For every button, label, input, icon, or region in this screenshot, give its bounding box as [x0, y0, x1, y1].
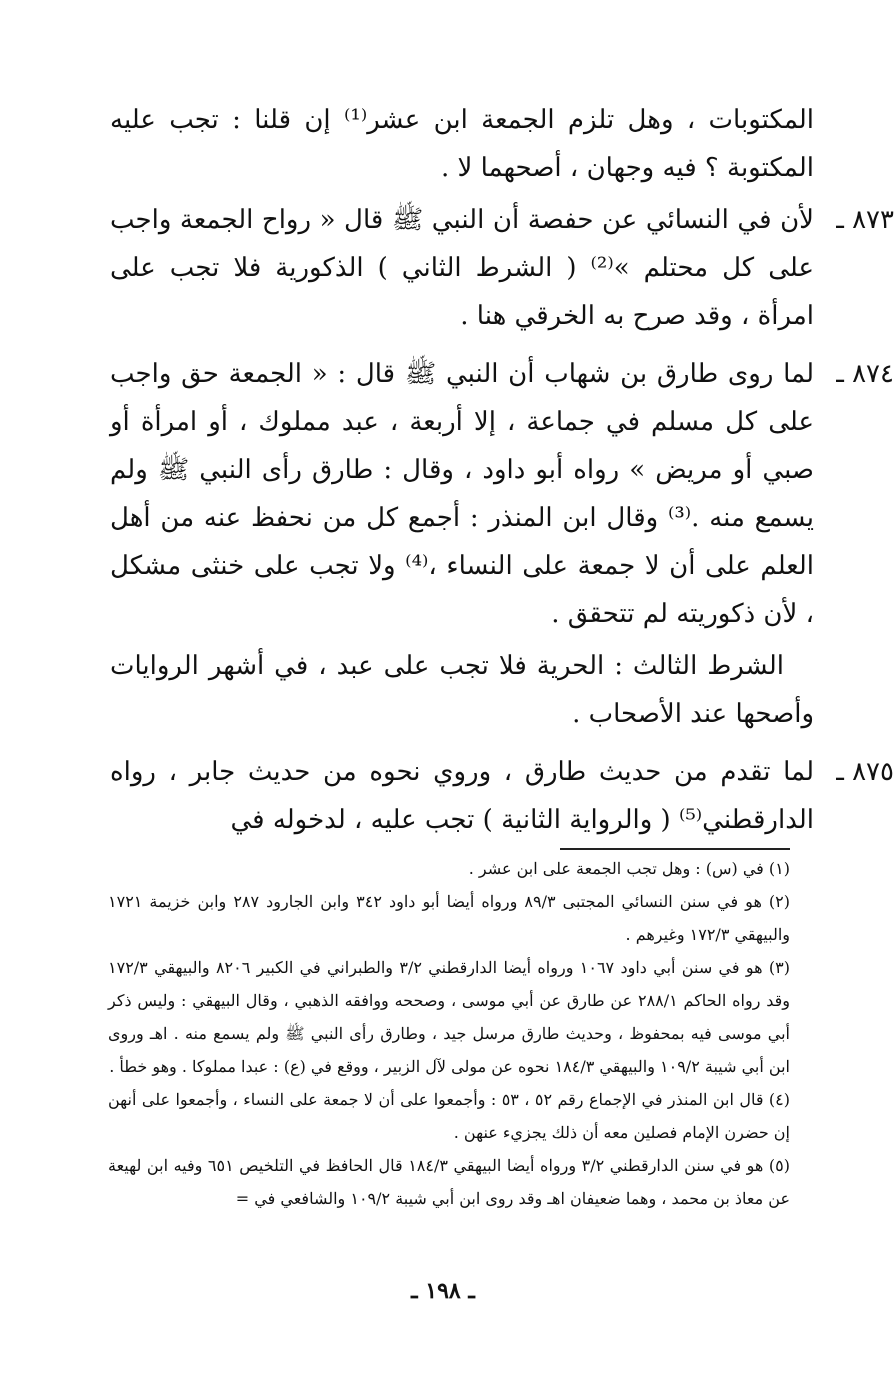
footnote-4: (٤) قال ابن المنذر في الإجماع رقم ٥٢ ، ٥٣ : وأجمعوا على أن لا جمعة على النساء ، وأجمعوا على أنهن إن حضرن الإمام فصلين معه أن ذلك يجزيء عنهن .: [108, 1090, 791, 1142]
intro-paragraph: المكتوبات ، وهل تلزم الجمعة ابن عشر⁽¹⁾ إن قلنا : تجب عليه المكتوبة ؟ فيه وجهان ، أصحهما لا .: [110, 105, 815, 183]
paragraph-number: ٨٧٣ ـ: [836, 205, 894, 235]
paragraph-number: ٨٧٤ ـ: [836, 359, 894, 389]
paragraph-873: [110, 196, 894, 340]
footnote-1: (١) في (س) : وهل تجب الجمعة على ابن عشر .: [468, 859, 790, 878]
page-number: ـ ١٩٨ ـ: [411, 1278, 475, 1304]
condition-three-paragraph: الشرط الثالث : الحرية فلا تجب على عبد ، في أشهر الروايات وأصحها عند الأصحاب .: [110, 651, 814, 729]
footnote-2: (٢) هو في سنن النسائي المجتبى ٨٩/٣ ورواه أيضا أبو داود ٣٤٢ وابن الجارود ٢٨٧ وابن خزيمة ١٧٢١ والبيهقي ١٧٢/٣ وغيرهم .: [108, 892, 791, 944]
paragraph-text: لأن في النسائي عن حفصة أن النبي ﷺ قال « رواح الجمعة واجب على كل محتلم »⁽²⁾ ( الشرط الثاني ) الذكورية فلا تجب على امرأة ، وقد صرح به الخرقي هنا .: [110, 205, 814, 331]
paragraph-number: ٨٧٥ ـ: [836, 757, 894, 787]
paragraph-text: لما تقدم من حديث طارق ، وروي نحوه من حديث جابر ، رواه الدارقطني⁽⁵⁾ ( والرواية الثانية ) تجب عليه ، لدخوله في: [110, 757, 814, 835]
footnotes: [108, 852, 790, 1215]
footnote-divider: [560, 848, 790, 850]
paragraph-875: [110, 748, 894, 844]
paragraph-874: [110, 350, 894, 638]
paragraph-text: لما روى طارق بن شهاب أن النبي ﷺ قال : « الجمعة حق واجب على كل مسلم في جماعة ، إلا أربعة ، عبد مملوك ، أو امرأة أو صبي أو مريض » رواه أبو داود ، وقال : طارق رأى النبي ﷺ ولم يسمع منه .⁽³⁾ وقال ابن المنذر : أجمع كل من نحفظ عنه من أهل العلم على أن لا جمعة على النساء ،⁽⁴⁾ ولا تجب على خنثى مشكل ، لأن ذكوريته لم تتحقق .: [110, 359, 815, 629]
footnote-5: (٥) هو في سنن الدارقطني ٣/٢ ورواه أيضا البيهقي ١٨٤/٣ قال الحافظ في التلخيص ٦٥١ وفيه ابن لهيعة عن معاذ بن محمد ، وهما ضعيفان اهـ وقد روى ابن أبي شيبة ١٠٩/٢ والشافعي في =: [108, 1156, 791, 1208]
footnote-3: (٣) هو في سنن أبي داود ١٠٦٧ ورواه أيضا الدارقطني ٣/٢ والطبراني في الكبير ٨٢٠٦ والبيهقي ١٧٢/٣ وقد رواه الحاكم ٢٨٨/١ عن طارق عن أبي موسى ، وصححه ووافقه الذهبي ، وقال البيهقي : وليس ذكر أبي موسى فيه بمحفوظ ، وحديث طارق مرسل جيد ، وطارق رأى النبي ﷺ ولم يسمع منه . اهـ وروى ابن أبي شيبة ١٠٩/٢ والبيهقي ١٨٤/٣ نحوه عن مولى لآل الزبير ، ووقع في (ع) : عبدا مملوكا . وهو خطأ .: [108, 958, 790, 1076]
main-text: [110, 96, 894, 844]
